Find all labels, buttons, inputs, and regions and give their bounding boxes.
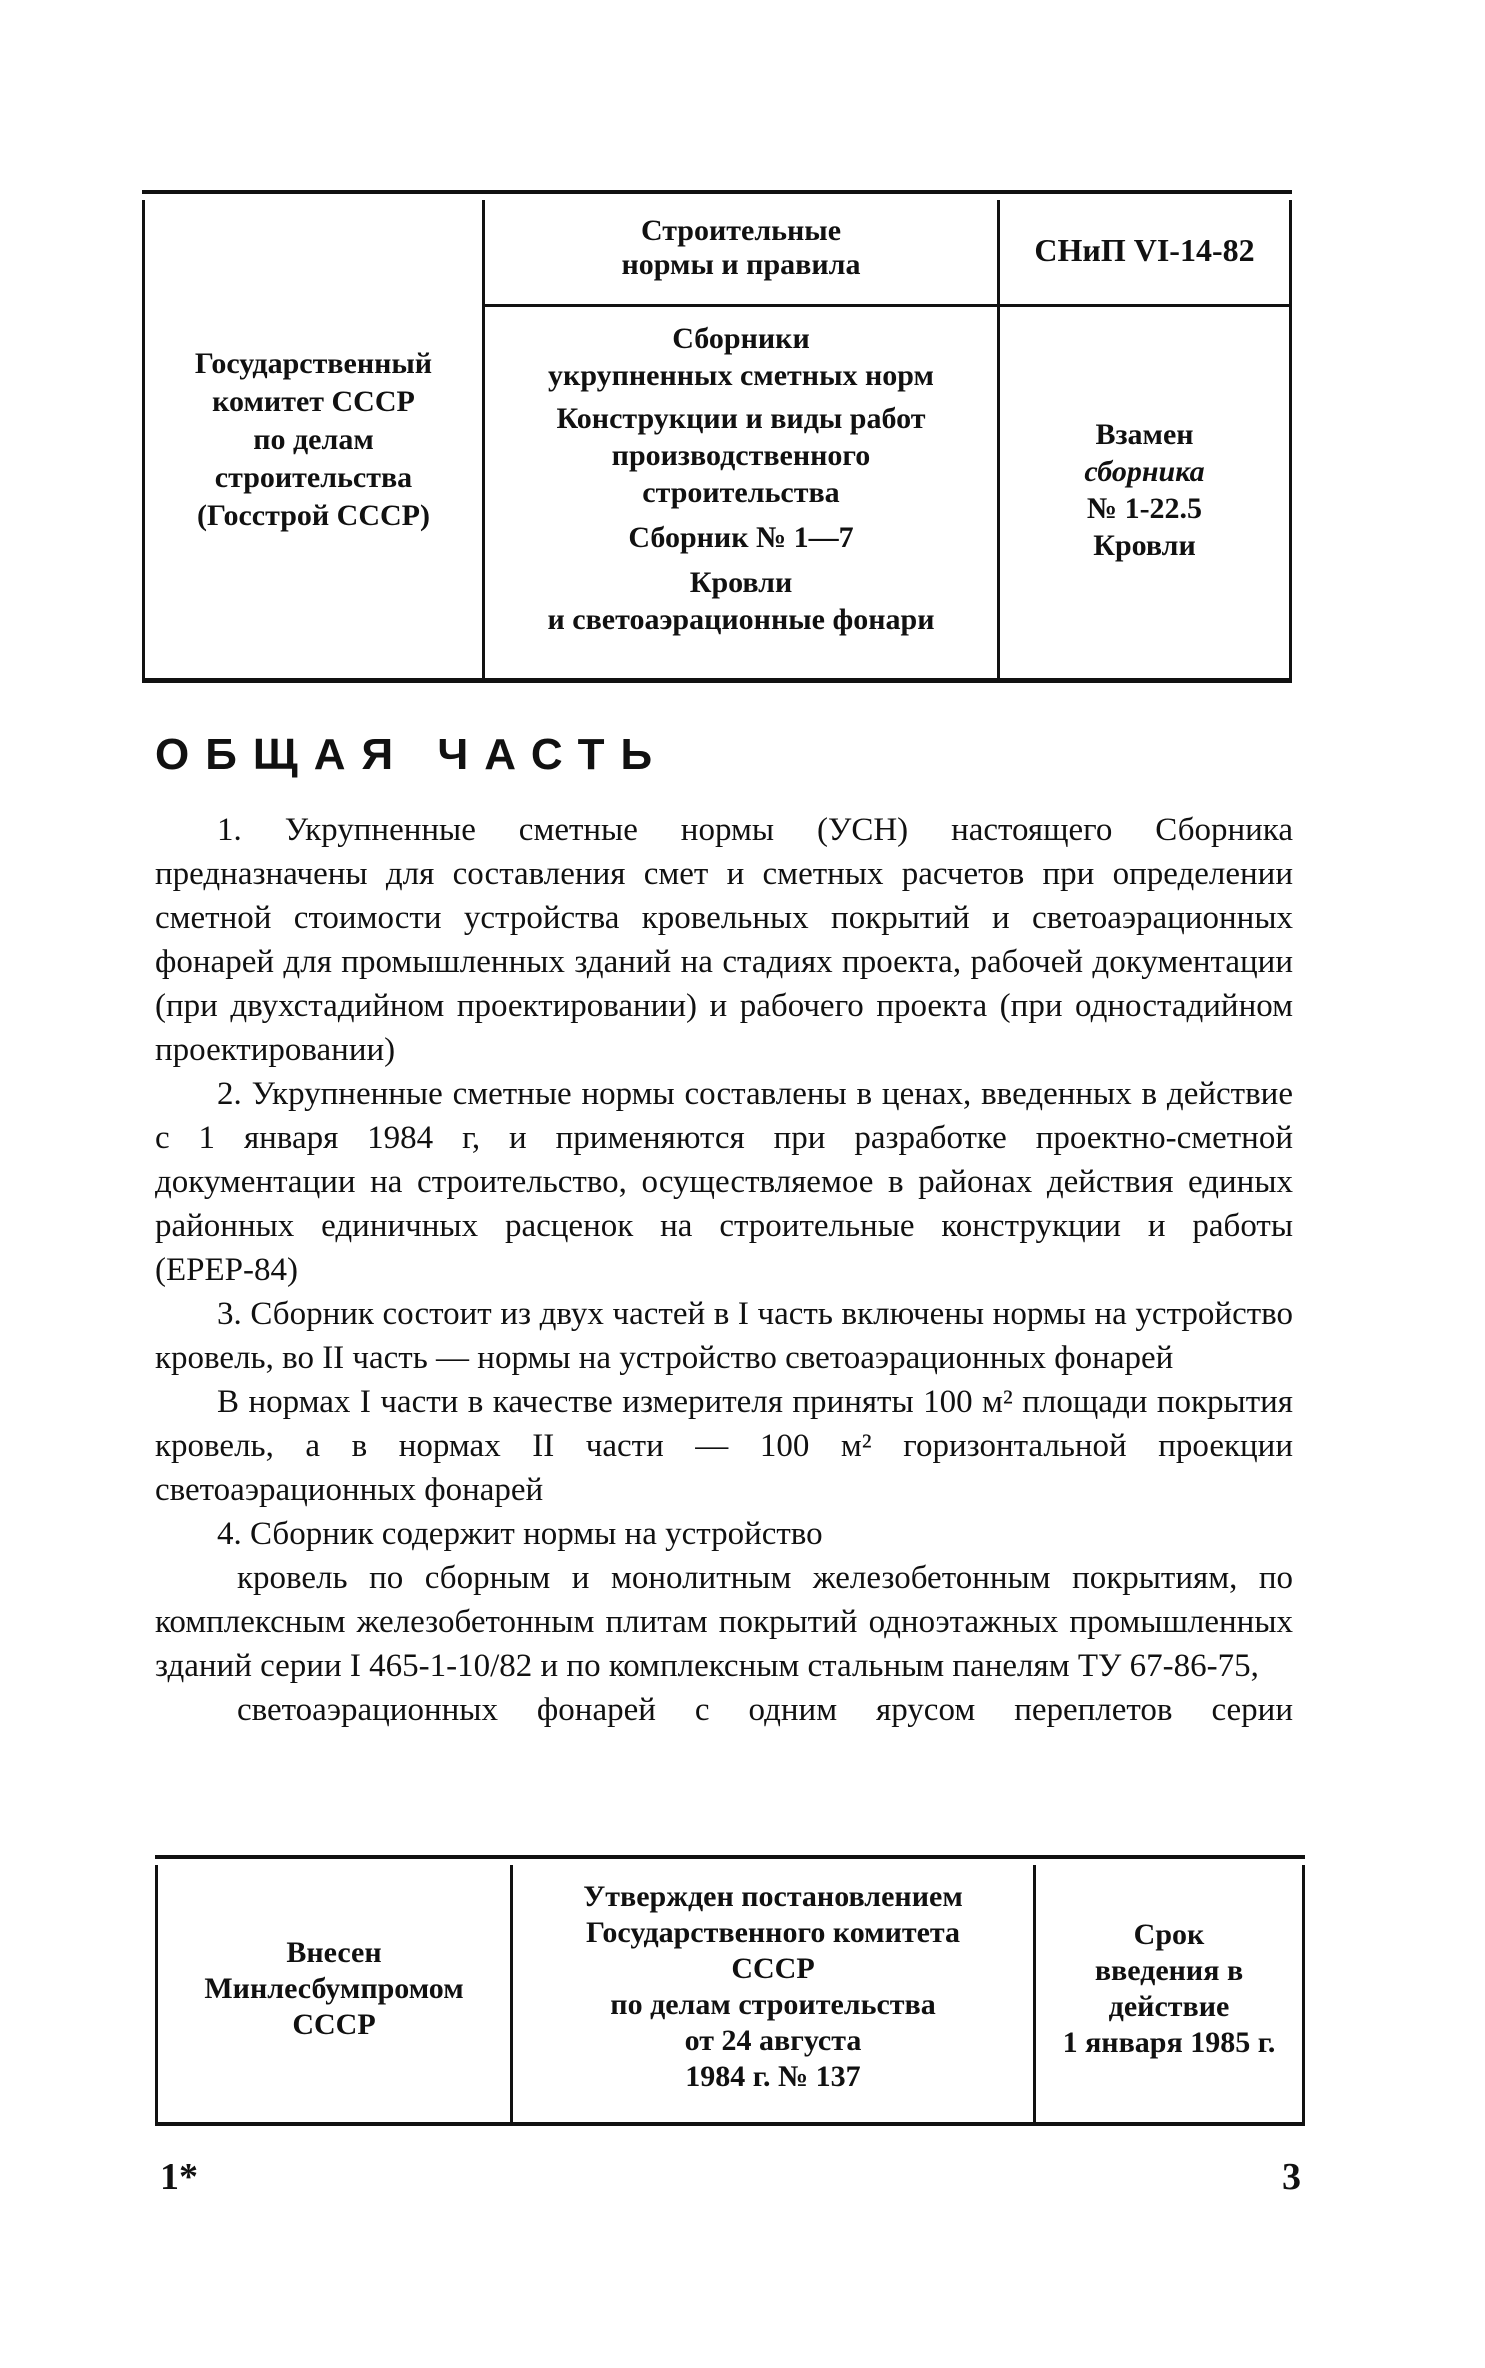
code-cell [1000,232,1289,269]
authority-line: по делам [253,423,374,456]
paragraph-2: 2. Укрупненные сметные нормы составлены в ценах, введенных в действие с 1 января 1984 г, и применяются при разработке проектно-сметной документации на строительство, осуществляемое в районах действия единых районных единичных расценок на строительные конструкции и работы (ЕРЕР-84) [155,1076,1293,1288]
collection-line: Конструкции и виды работ [556,402,926,435]
authority-line: Государственный [194,347,433,380]
footer-table [155,1855,1305,2127]
collection-line: Сборники [672,322,810,355]
approved-line: СССР [731,1952,815,1985]
paragraph-6: кровель по сборным и монолитным железобетонным покрытиям, по комплексным железобетонным плитам покрытий одноэтажных промышленных зданий серии I 465-1-10/82 и по комплексным стальным панелям ТУ 67-86-75, [155,1560,1293,1684]
document-code: СНиП VI-14-82 [1034,232,1255,268]
collection-cell [485,320,997,638]
effective-line: 1 января 1985 г. [1062,2026,1276,2059]
footer-right-border [1302,1865,1305,2122]
approved-line: 1984 г. № 137 [685,2060,861,2093]
paragraph-5: 4. Сборник содержит нормы на устройство [217,1516,823,1552]
replaces-line: № 1-22.5 [1086,492,1203,525]
effective-line: Срок [1133,1918,1205,1951]
approved-line: Утвержден постановлением [583,1880,963,1913]
header-top-rule [142,190,1292,194]
replaces-line: Взамен [1095,418,1194,451]
approved-line: от 24 августа [684,2024,862,2057]
effective-line: введения в [1094,1954,1244,1987]
header-right-border [1289,200,1292,678]
approved-line: по делам строительства [610,1988,936,2021]
collection-line: укрупненных сметных норм [548,359,934,392]
section-title: ОБЩАЯ ЧАСТЬ [155,730,669,779]
collection-line: строительства [642,476,840,509]
header-table [142,190,1292,685]
header-mid-rule [485,304,1289,307]
authority-line: комитет СССР [212,385,415,418]
page-number: 3 [1282,2156,1301,2198]
doc-type-cell [485,214,997,282]
replaces-cell [1000,416,1289,564]
collection-line: производственного [611,439,871,472]
collection-number: Сборник № 1—7 [628,521,854,554]
header-bottom-rule [142,678,1292,683]
effective-cell [1036,1917,1302,2061]
doc-type-line: Строительные [640,214,842,247]
introduced-line: Минлесбумпромом [204,1972,464,2005]
paragraph-3: 3. Сборник состоит из двух частей в I часть включены нормы на устройство кровель, во II часть — нормы на устройство светоаэрационных фонарей [155,1296,1293,1376]
replaces-line: Кровли [1093,529,1196,562]
replaces-line: сборника [1084,455,1205,488]
footer-top-rule [155,1855,1305,1859]
collection-title-line: и светоаэрационные фонари [547,603,935,636]
body-text [155,808,1293,1732]
paragraph-4: В нормах I части в качестве измерителя приняты 100 м² площади покрытия кровель, а в нормах II части — 100 м² горизонтальной проекции светоаэрационных фонарей [155,1384,1293,1508]
footer-bottom-rule [155,2122,1305,2126]
introduced-cell [158,1935,510,2043]
collection-title-line: Кровли [689,566,793,599]
approved-line: Государственного комитета [585,1916,961,1949]
approved-cell [513,1879,1033,2095]
paragraph-1: 1. Укрупненные сметные нормы (УСН) настоящего Сборника предназначены для составления смет и сметных расчетов при определении сметной стоимости устройства кровельных покрытий и светоаэрационных фонарей для промышленных зданий на стадиях проекта, рабочей документации (при двухстадийном проектировании) и рабочего проекта (при одностадийном проектировании) [155,812,1293,1068]
effective-line: действие [1108,1990,1230,2023]
introduced-line: СССР [292,2008,376,2041]
authority-line: (Госстрой СССР) [197,499,430,532]
authority-cell [145,345,482,535]
introduced-line: Внесен [286,1936,382,1969]
authority-line: строительства [214,461,413,494]
signature-mark: 1* [160,2156,198,2198]
doc-type-line: нормы и правила [621,248,861,281]
paragraph-7: светоаэрационных фонарей с одним ярусом переплетов серии [237,1692,1293,1728]
